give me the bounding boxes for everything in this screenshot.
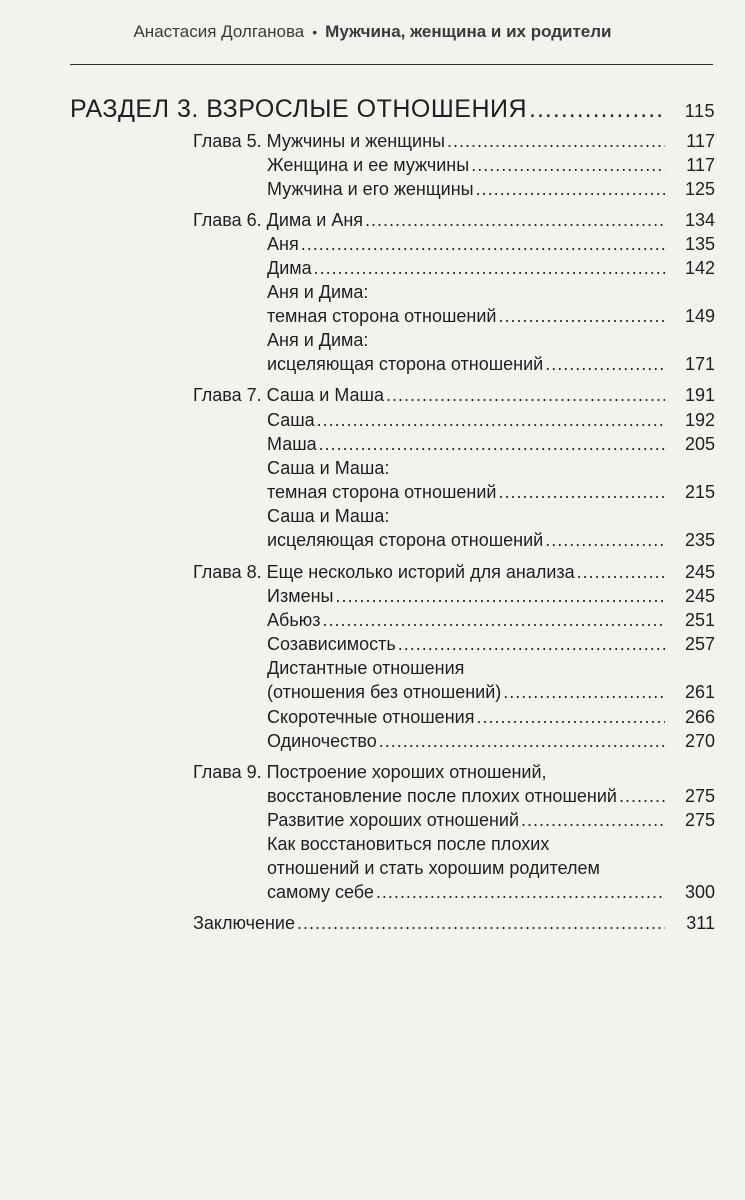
leader-dots bbox=[498, 304, 665, 328]
toc-entry-title: РАЗДЕЛ 3. ВЗРОСЛЫЕ ОТНОШЕНИЯ bbox=[70, 95, 528, 123]
leader-dots bbox=[297, 911, 665, 935]
leader-dots bbox=[498, 480, 665, 504]
toc-entry-title: Мужчина и его женщины bbox=[267, 179, 474, 199]
toc-entry-title: Саша bbox=[267, 410, 315, 430]
toc-entry-title: Дима bbox=[267, 258, 312, 278]
toc-entry-page: 245 bbox=[684, 562, 715, 582]
toc-entry-page: 135 bbox=[684, 234, 715, 254]
toc-entry-page: 205 bbox=[684, 434, 715, 454]
toc-entry bbox=[267, 408, 715, 432]
toc-entry-chapter-5 bbox=[193, 129, 715, 153]
toc-entry-title: Абьюз bbox=[267, 610, 321, 630]
leader-dots bbox=[314, 256, 665, 280]
toc-entry-page: 134 bbox=[684, 210, 715, 230]
leader-dots bbox=[379, 729, 665, 753]
toc-entry bbox=[267, 153, 715, 177]
header-separator: • bbox=[312, 24, 318, 40]
toc-entry-page: 245 bbox=[684, 586, 715, 606]
toc-entry-title: Глава 5. Мужчины и женщины bbox=[193, 131, 445, 151]
toc-entry-title-line: Саша и Маша: bbox=[267, 458, 390, 478]
toc-entry-title: исцеляющая сторона отношений bbox=[267, 354, 544, 374]
toc-entry-title: Женщина и ее мужчины bbox=[267, 155, 470, 175]
toc-entry-page: 149 bbox=[684, 306, 715, 326]
toc-entry bbox=[267, 232, 715, 256]
leader-dots bbox=[322, 608, 665, 632]
toc-entry-page: 171 bbox=[684, 354, 715, 374]
leader-dots bbox=[476, 705, 665, 729]
toc-entry bbox=[267, 808, 715, 832]
toc-entry bbox=[267, 304, 715, 328]
toc-entry bbox=[267, 352, 715, 376]
toc-entry-title: Аня bbox=[267, 234, 299, 254]
toc-entry bbox=[267, 729, 715, 753]
leader-dots bbox=[503, 680, 665, 704]
toc-entry bbox=[267, 705, 715, 729]
leader-dots bbox=[365, 208, 665, 232]
leader-dots bbox=[545, 528, 665, 552]
toc-entry-title: Глава 8. Еще несколько историй для анализа bbox=[193, 562, 575, 582]
toc-entry-title-line: отношений и стать хорошим родителем bbox=[267, 858, 600, 878]
header-author: Анастасия Долганова bbox=[133, 22, 305, 41]
toc-entry-title: Измены bbox=[267, 586, 334, 606]
toc-entry-title: исцеляющая сторона отношений bbox=[267, 530, 544, 550]
toc-entry-title: восстановление после плохих отношений bbox=[267, 786, 617, 806]
toc-entry bbox=[267, 432, 715, 456]
toc-entry-title: Скоротечные отношения bbox=[267, 707, 475, 727]
toc-entry-page: 192 bbox=[684, 410, 715, 430]
toc-entry-conclusion bbox=[193, 911, 715, 935]
leader-dots bbox=[447, 129, 665, 153]
toc-entry bbox=[267, 608, 715, 632]
toc-entry-title: темная сторона отношений bbox=[267, 306, 497, 326]
toc-entry-title-line: Саша и Маша: bbox=[267, 506, 390, 526]
toc-entry-page: 142 bbox=[684, 258, 715, 278]
toc-entry-title: Созависимость bbox=[267, 634, 396, 654]
toc-entry-page: 235 bbox=[684, 530, 715, 550]
toc-entry-page: 266 bbox=[684, 707, 715, 727]
toc-entry-title: Развитие хороших отношений bbox=[267, 810, 520, 830]
leader-dots bbox=[317, 408, 665, 432]
toc-entry-page: 270 bbox=[684, 731, 715, 751]
toc-entry-title-line: Аня и Дима: bbox=[267, 330, 369, 350]
toc-entry bbox=[267, 584, 715, 608]
toc-entry-title-line: Аня и Дима: bbox=[267, 282, 369, 302]
toc-entry-page: 300 bbox=[684, 882, 715, 902]
leader-dots bbox=[577, 560, 665, 584]
leader-dots bbox=[619, 784, 665, 808]
toc-entry bbox=[267, 256, 715, 280]
toc-entry-page: 115 bbox=[684, 101, 715, 121]
toc-entry-section-3 bbox=[70, 94, 715, 126]
leader-dots bbox=[335, 584, 665, 608]
toc-entry-chapter-7 bbox=[193, 383, 715, 407]
toc-entry-chapter-9-title-line: Глава 9. Построение хороших отношений, bbox=[193, 762, 547, 782]
toc-entry-page: 117 bbox=[686, 155, 715, 175]
toc-entry bbox=[267, 680, 715, 704]
leader-dots bbox=[376, 880, 665, 904]
toc-entry-page: 257 bbox=[684, 634, 715, 654]
leader-dots bbox=[319, 432, 665, 456]
toc-entry-page: 275 bbox=[684, 786, 715, 806]
leader-dots bbox=[521, 808, 665, 832]
leader-dots bbox=[386, 383, 665, 407]
header-book-title: Мужчина, женщина и их родители bbox=[325, 22, 612, 41]
toc-entry-title: Одиночество bbox=[267, 731, 377, 751]
toc-entry-page: 311 bbox=[686, 913, 715, 933]
toc-entry-title-line: Дистантные отношения bbox=[267, 658, 465, 678]
toc-entry-chapter-9 bbox=[267, 784, 715, 808]
toc-entry bbox=[267, 632, 715, 656]
toc-entry-title: темная сторона отношений bbox=[267, 482, 497, 502]
toc-entry bbox=[267, 880, 715, 904]
leader-dots bbox=[476, 177, 665, 201]
toc-entry-page: 251 bbox=[684, 610, 715, 630]
toc-entry bbox=[267, 480, 715, 504]
toc-entry-title: самому себе bbox=[267, 882, 374, 902]
leader-dots bbox=[398, 632, 665, 656]
toc-entry-title: Глава 6. Дима и Аня bbox=[193, 210, 364, 230]
toc-entry-title: Маша bbox=[267, 434, 317, 454]
toc-entry-chapter-6 bbox=[193, 208, 715, 232]
toc-entry-title: Глава 7. Саша и Маша bbox=[193, 385, 385, 405]
toc-entry-chapter-8 bbox=[193, 560, 715, 584]
leader-dots bbox=[471, 153, 665, 177]
leader-dots bbox=[529, 94, 665, 124]
toc-entry-page: 261 bbox=[684, 682, 715, 702]
toc-entry-title: (отношения без отношений) bbox=[267, 682, 502, 702]
toc-entry-title-line: Как восстановиться после плохих bbox=[267, 834, 550, 854]
leader-dots bbox=[545, 352, 665, 376]
toc-entry-page: 125 bbox=[684, 179, 715, 199]
toc-entry-page: 191 bbox=[684, 385, 715, 405]
toc-entry-page: 215 bbox=[684, 482, 715, 502]
toc-entry bbox=[267, 177, 715, 201]
toc-entry-page: 117 bbox=[686, 131, 715, 151]
toc-entry-page: 275 bbox=[684, 810, 715, 830]
toc-entry-title: Заключение bbox=[193, 913, 295, 933]
leader-dots bbox=[301, 232, 665, 256]
toc-entry bbox=[267, 528, 715, 552]
